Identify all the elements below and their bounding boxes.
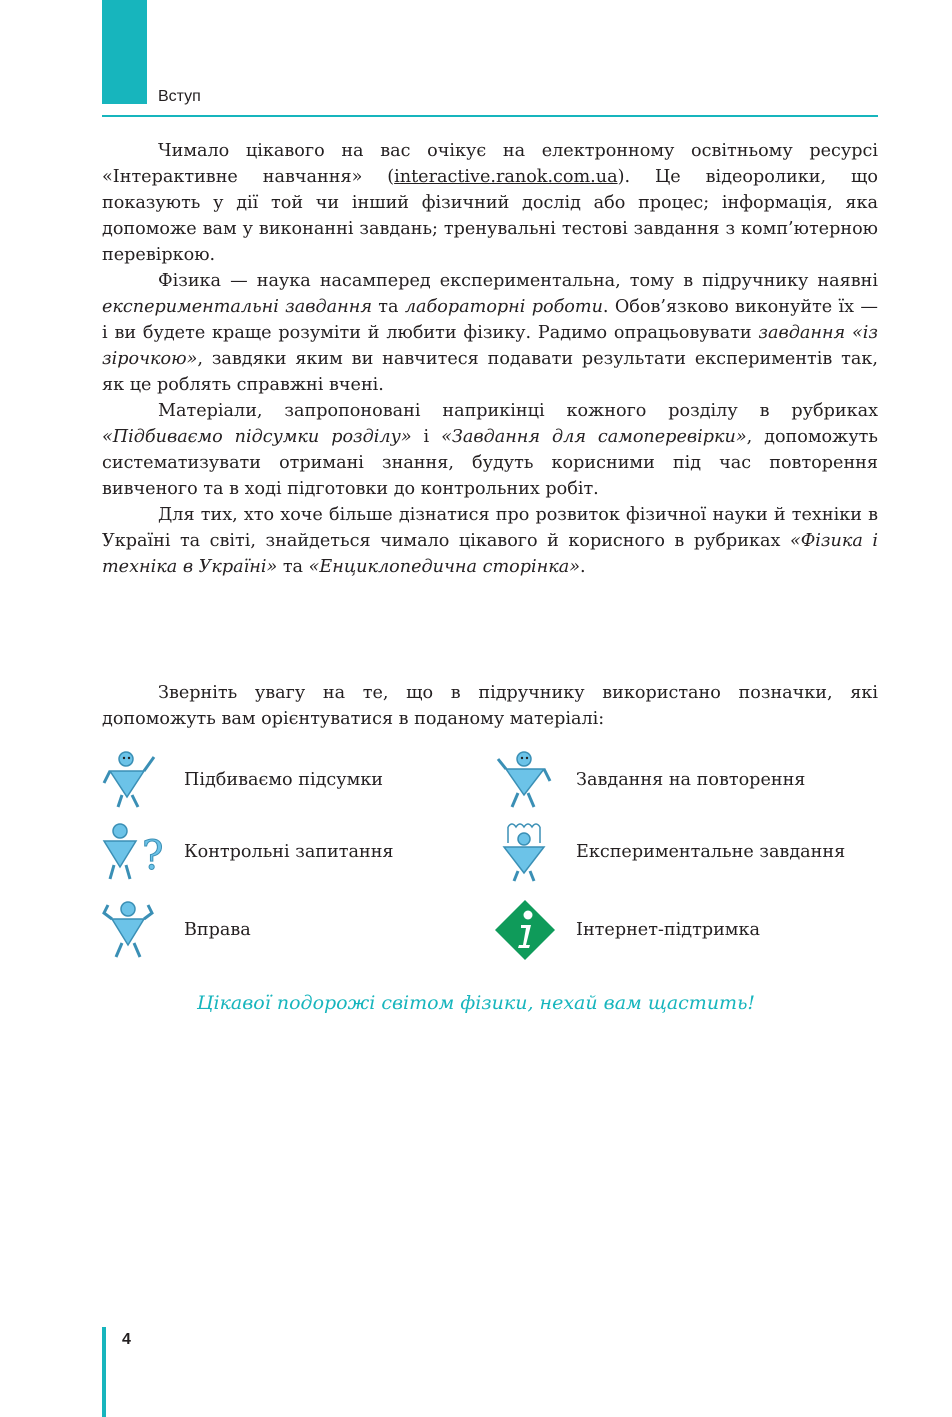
legend-item-summary — [102, 750, 383, 810]
question-character-icon — [102, 821, 164, 883]
intro-text — [102, 138, 878, 580]
internet-info-icon — [494, 899, 556, 961]
legend-label: Вправа — [184, 920, 251, 940]
thinking-character-icon — [494, 749, 556, 811]
flexing-character-icon — [102, 899, 164, 961]
legend-label: Підбиваємо підсумки — [184, 770, 384, 790]
legend-label: Контрольні запитання — [184, 842, 394, 862]
spring-character-icon — [494, 821, 556, 883]
legend-item-experiment — [494, 822, 845, 882]
footer-accent-bar — [102, 1327, 106, 1417]
page-number: 4 — [122, 1331, 131, 1348]
header-color-tab — [102, 0, 147, 104]
paragraph-resources: Чимало цікавого на вас очікує на електронному освітньому ресурсі «Інтерактивне навчання» (interactive.ranok.com.ua). Це відеоролики, що показують у дії той чи інший фізичний дослід або процес; інформація, яка допоможе вам у виконанні завдань; тренувальні тестові завдання з комп’ютерною перевіркою. — [102, 141, 878, 265]
legend-item-internet — [494, 900, 760, 960]
header-divider — [102, 115, 878, 117]
paragraph-experiments: Фізика — наука насамперед експериментальна, тому в підручнику наявні експериментальні завдання та лабораторні роботи. Обов’язково виконуйте їх — і ви будете краще розуміти й любити фізику. Радимо опрацьовувати завдання «із зірочкою», завдяки яким ви навчитеся подавати результати експериментів так, як це роблять справжні вчені. — [102, 271, 878, 395]
legend-label: Інтернет-підтримка — [576, 920, 760, 940]
legend-item-review — [494, 750, 805, 810]
paragraph-summaries: Матеріали, запропоновані наприкінці кожного розділу в рубриках «Підбиваємо підсумки розділу» і «Завдання для самоперевірки», допоможуть систематизувати отримані знання, будуть корисними під час повторення вивченого та в ході підготовки до контрольних робіт. — [102, 401, 878, 499]
legend-label: Завдання на повторення — [576, 770, 806, 790]
closing-wish: Цікавої подорожі світом фізики, нехай вам щастить! — [196, 992, 756, 1014]
legend-label: Експериментальне завдання — [576, 842, 846, 862]
resource-link[interactable]: interactive.ranok.com.ua — [394, 167, 618, 187]
legend-item-exercise — [102, 900, 251, 960]
pointing-character-icon — [102, 749, 164, 811]
svg-text:?: ? — [142, 833, 164, 879]
legend-intro: Зверніть увагу на те, що в підручнику використано позначки, які допоможуть вам орієнтуватися в поданому матеріалі: — [102, 683, 878, 729]
paragraph-rubrics: Для тих, хто хоче більше дізнатися про розвиток фізичної науки й техніки в Україні та світі, знайдеться чимало цікавого й корисного в рубриках «Фізика і техніка в Україні» та «Енциклопедична сторінка». — [102, 505, 878, 577]
section-title: Вступ — [158, 88, 201, 105]
legend-item-questions — [102, 822, 394, 882]
